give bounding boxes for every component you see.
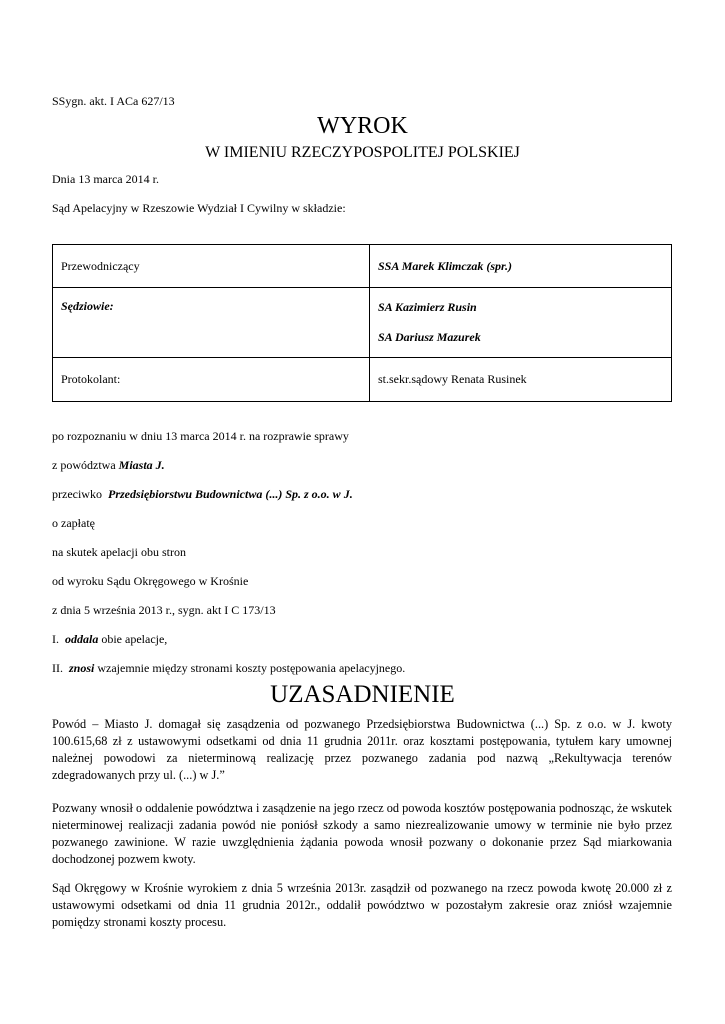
- case-line: z dnia 5 września 2013 r., sygn. akt I C 173/13: [52, 603, 276, 617]
- judge-name: SA Dariusz Mazurek: [378, 330, 481, 344]
- defendant-prefix: przeciwko: [52, 487, 108, 501]
- plaintiff-name: Miasta J.: [118, 458, 165, 472]
- document-title: WYROK: [317, 113, 408, 139]
- ruling-text: wzajemnie między stronami koszty postępowania apelacyjnego.: [94, 661, 406, 675]
- chair-value: SSA Marek Klimczak (spr.): [370, 245, 672, 288]
- ruling-text: obie apelacje,: [98, 632, 168, 646]
- plaintiff-prefix: z powództwa: [52, 458, 119, 472]
- table-row: [53, 245, 672, 288]
- ruling-point-2: [52, 661, 405, 676]
- justification-paragraph: Pozwany wnosił o oddalenie powództwa i zasądzenie na jego rzecz od powoda kosztów postępowania podnosząc, że wskutek nieterminowej realizacji zadania powód nie poniósł szkody a samo niezrealizowanie umowy w terminie nie było przez pozwanego zawinione. W razie uwzględnienia żądania powoda wnosił pozwany o dokonanie przez Sąd miarkowania dochodzonej pozwem kwoty.: [52, 801, 672, 866]
- case-line: na skutek apelacji obu stron: [52, 545, 186, 559]
- judge-name: SA Kazimierz Rusin: [378, 300, 477, 314]
- case-subject: o zapłatę: [52, 516, 95, 530]
- judgment-date: Dnia 13 marca 2014 r.: [52, 172, 159, 186]
- judges-label: Sędziowie:: [53, 288, 370, 358]
- justification-paragraph: Powód – Miasto J. domagał się zasądzenia od pozwanego Przedsiębiorstwa Budownictwa (...) Sp. z o.o. w J. kwoty 100.615,68 zł z ustawowymi odsetkami od dnia 11 grudnia 2011r. oraz kosztami postępowania, tytułem kary umownej należnej powodowi za nieterminową realizację przez pozwanego zadania pod nazwą „Rekultywacja terenów zdegradowanych przy ul. (...) w J.”: [52, 717, 672, 782]
- ruling-number: I.: [52, 632, 65, 646]
- case-signature: SSygn. akt. I ACa 627/13: [52, 94, 175, 108]
- case-line: od wyroku Sądu Okręgowego w Krośnie: [52, 574, 249, 588]
- clerk-label: Protokolant:: [53, 358, 370, 402]
- plaintiff-line: [52, 458, 165, 473]
- defendant-name: Przedsiębiorstwu Budownictwa (...) Sp. z o.o. w J.: [107, 487, 353, 501]
- judges-cell: [370, 288, 672, 358]
- chair-label: Przewodniczący: [53, 245, 370, 288]
- case-line: po rozpoznaniu w dniu 13 marca 2014 r. na rozprawie sprawy: [52, 429, 349, 443]
- court-composition: Sąd Apelacyjny w Rzeszowie Wydział I Cywilny w składzie:: [52, 201, 346, 215]
- justification-heading: UZASADNIENIE: [270, 681, 455, 708]
- defendant-line: [52, 487, 353, 502]
- ruling-verb: oddala: [65, 632, 99, 646]
- document-subtitle: W IMIENIU RZECZYPOSPOLITEJ POLSKIEJ: [205, 144, 520, 161]
- clerk-value: st.sekr.sądowy Renata Rusinek: [370, 358, 672, 402]
- table-row: [53, 288, 672, 358]
- table-row: [53, 358, 672, 402]
- panel-table: [52, 244, 672, 402]
- ruling-number: II.: [52, 661, 69, 675]
- justification-paragraph: Sąd Okręgowy w Krośnie wyrokiem z dnia 5 września 2013r. zasądził od pozwanego na rzecz powoda kwotę 20.000 zł z ustawowymi odsetkami od dnia 11 grudnia 2012r., oddalił powództwo w pozostałym zakresie oraz zniósł wzajemnie pomiędzy stronami koszty procesu.: [52, 881, 672, 929]
- ruling-point-1: [52, 632, 167, 647]
- ruling-verb: znosi: [69, 661, 95, 675]
